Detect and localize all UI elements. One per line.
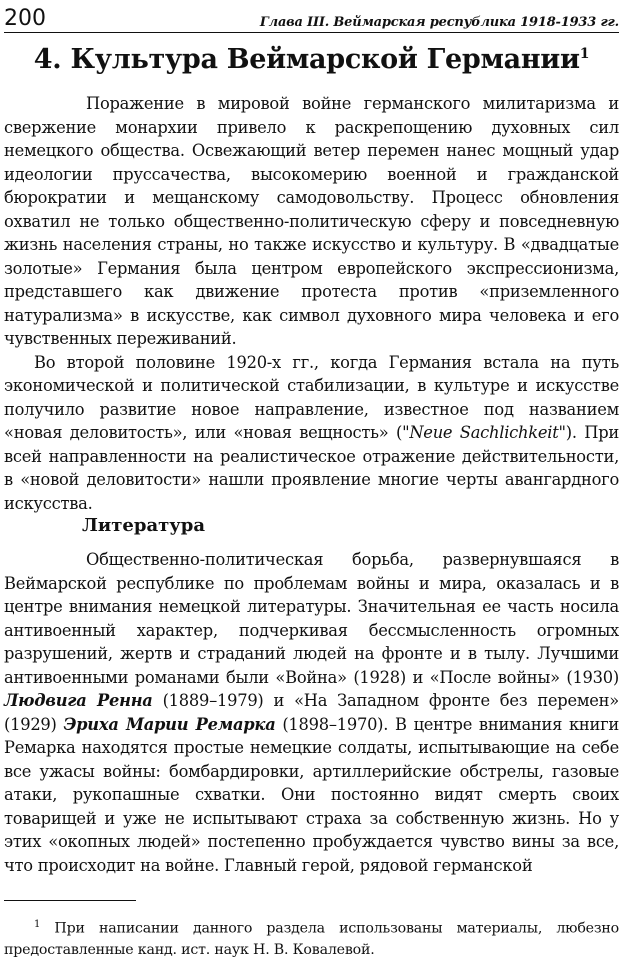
footnote <box>4 914 619 961</box>
paragraph-text: Во второй половине 1920-х гг., когда Германия встала на путь экономической и политической стабилизации, в культуре и искусстве получило развитие новое направление, известное под названием «новая деловитость», или «новая вещность» (" <box>4 352 619 442</box>
footnote-text: При написании данного раздела использованы материалы, любезно предоставленные канд. ист. наук Н. В. Ковалевой. <box>4 920 619 958</box>
footnote-divider <box>4 900 136 901</box>
literature-text <box>4 548 619 877</box>
author-name: Людвига Ренна <box>4 691 153 710</box>
paragraph-text: Поражение в мировой войне германского милитаризма и свержение монархии привело к раскрепощению духовных сил немецкого общества. Освежающий ветер перемен нанес мощный удар идеологии пруссачества, высокомерию военной и гражданской бюрократии и мещанскому самодовольству. Процесс обновления охватил не только общественно-политическую сферу и повседневную жизнь населения страны, но также искусство и культуру. В «двадцатые золотые» Германия была центром европейского экспрессионизма, представшего как движение протеста против «приземленного натурализма» в искусстве, как символ духовного мира человека и его чувственных переживаний. <box>4 94 619 348</box>
section-title-text: 4. Культура Веймарской Германии <box>33 44 580 75</box>
intro-text <box>4 92 619 515</box>
paragraph <box>4 548 619 877</box>
paragraph-text: "). При всей направленности на реалистическое отражение действительности, в «новой деловитости» нашли проявление многие черты авангардного искусства. <box>4 423 619 513</box>
paragraph-text: (1898–1970). В центре внимания книги Ремарка находятся простые немецкие солдаты, испытывающие на себе все ужасы войны: бомбардировки, артиллерийские обстрелы, газовые атаки, рукопашные схватки. Они постоянно видят смерть своих товарищей и уже не испытывают страха за собственную жизнь. Но у этих «окопных людей» постепенно пробуждается чувство вины за все, что происходит на войне. Главный герой, рядовой германской <box>4 714 619 875</box>
paragraph-text: (1889–1979) и «На Западном фронте без перемен» (1929) <box>4 691 619 734</box>
footnote-marker: 1 <box>34 919 41 930</box>
author-name: Эриха Марии Ремарка <box>63 714 276 734</box>
paragraph-text: Общественно-политическая борьба, развернувшаяся в Веймарской республике по проблемам войны и мира, оказалась и в центре внимания немецкой литературы. Значительная ее часть носила антивоенный характер, подчеркивая бессмысленность огромных разрушений, жертв и страданий людей на фронте и в тылу. Лучшими антивоенными романами были «Война» (1928) и «После войны» (1930) <box>4 550 619 687</box>
footnote-ref: 1 <box>579 46 590 62</box>
section-title <box>0 44 623 75</box>
page-number: 200 <box>4 6 46 31</box>
paragraph <box>4 92 619 351</box>
subsection-heading: Литература <box>82 515 206 536</box>
running-title: Глава III. Веймарская республика 1918-1933 гг. <box>259 15 619 30</box>
page-header <box>4 0 619 33</box>
paragraph <box>4 351 619 516</box>
italic-term: Neue Sachlichkeit <box>409 423 559 442</box>
